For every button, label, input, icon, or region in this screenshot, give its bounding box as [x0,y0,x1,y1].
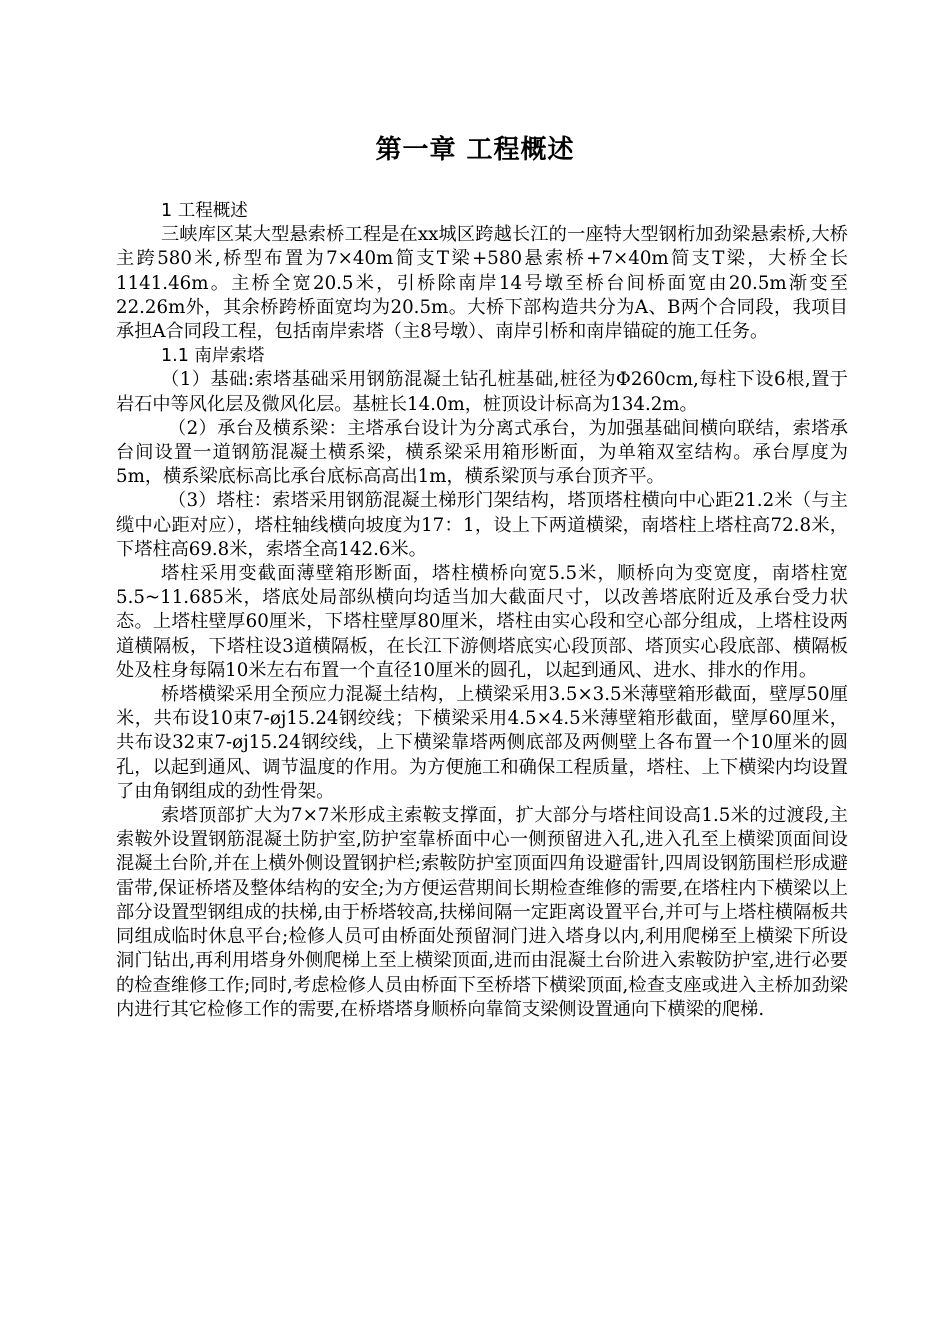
paragraph-foundation: （1）基础:索塔基础采用钢筋混凝土钻孔桩基础,桩径为Φ260cm,每柱下设6根,置于岩石中等风化层及微风化层。基桩长14.0m，桩顶设计标高为134.2m。 [116,369,848,415]
paragraph-pile-cap: （2）承台及横系梁：主塔承台设计为分离式承台，为加强基础间横向联结，索塔承台间设置一道钢筋混凝土横系梁，横系梁采用箱形断面，为单箱双室结构。承台厚度为5m，横系梁底标高比承台底标高高出1m，横系梁顶与承台顶齐平。 [116,417,848,488]
document-body [116,199,848,1022]
section-heading-overview: 1 工程概述 [161,201,248,221]
paragraph-column-section: 塔柱采用变截面薄壁箱形断面，塔柱横桥向宽5.5米，顺桥向为变宽度，南塔柱宽5.5~11.685米，塔底处局部纵横向均适当加大截面尺寸，以改善塔底附近及承台受力状态。上塔柱壁厚60厘米，下塔柱壁厚80厘米，塔柱由实心段和空心部分组成，上塔柱设两道横隔板，下塔柱设3道横隔板，在长江下游侧塔底实心段顶部、塔顶实心段底部、横隔板处及柱身每隔10米左右布置一个直径10厘米的圆孔，以起到通风、进水、排水的作用。 [116,563,848,681]
section-heading-south-tower: 1.1 南岸索塔 [161,346,265,367]
paragraph-overview: 三峡库区某大型悬索桥工程是在xx城区跨越长江的一座特大型钢桁加劲梁悬索桥,大桥主跨580米,桥型布置为7×40m简支T梁+580悬索桥+7×40m简支T梁，大桥全长1141.46m。主桥全宽20.5米，引桥除南岸14号墩至桥台间桥面宽由20.5m渐变至22.26m外，其余桥跨桥面宽均为20.5m。大桥下部构造共分为A、B两个合同段，我项目承担A合同段工程，包括南岸索塔（主8号墩）、南岸引桥和南岸锚碇的施工任务。 [116,224,848,343]
paragraph-tower-top: 索塔顶部扩大为7×7米形成主索鞍支撑面，扩大部分与塔柱间设高1.5米的过渡段,主索鞍外设置钢筋混凝土防护室,防护室靠桥面中心一侧预留进入孔,进入孔至上横梁顶面间设混凝土台阶,并在上横外侧设置钢护栏;索鞍防护室顶面四角设避雷针,四周设钢筋围栏形成避雷带,保证桥塔及整体结构的安全;为方便运营期间长期检查维修的需要,在塔柱内下横梁以上部分设置型钢组成的扶梯,由于桥塔较高,扶梯间隔一定距离设置平台,并可与上塔柱横隔板共同组成临时休息平台;检修人员可由桥面处预留洞门进入塔身以内,利用爬梯至上横梁下所设洞门钻出,再利用塔身外侧爬梯上至上横梁顶面,进而由混凝土台阶进入索鞍防护室,进行必要的检查维修工作;同时,考虑检修人员由桥面下至桥塔下横梁顶面,检查支座或进入主桥加劲梁内进行其它检修工作的需要,在桥塔塔身顺桥向靠简支梁侧设置通向下横梁的爬梯. [116,805,848,1020]
paragraph-tower-column: （3）塔柱：索塔采用钢筋混凝土梯形门架结构，塔顶塔柱横向中心距21.2米（与主缆中心距对应），塔柱轴线横向坡度为17：1，设上下两道横梁，南塔柱上塔柱高72.8米，下塔柱高69.8米，索塔全高142.6米。 [116,490,848,560]
paragraph-crossbeam: 桥塔横梁采用全预应力混凝土结构，上横梁采用3.5×3.5米薄壁箱形截面，壁厚50厘米，共布设10束7-øj15.24钢绞线；下横梁采用4.5×4.5米薄壁箱形截面，壁厚60厘米，共布设32束7-øj15.24钢绞线，上下横梁靠塔两侧底部及两侧壁上各布置一个10厘米的圆孔，以起到通风、调节温度的作用。为方便施工和确保工程质量，塔柱、上下横梁内均设置了由角钢组成的劲性骨架。 [116,684,848,802]
chapter-title: 第一章 工程概述 [375,135,575,165]
